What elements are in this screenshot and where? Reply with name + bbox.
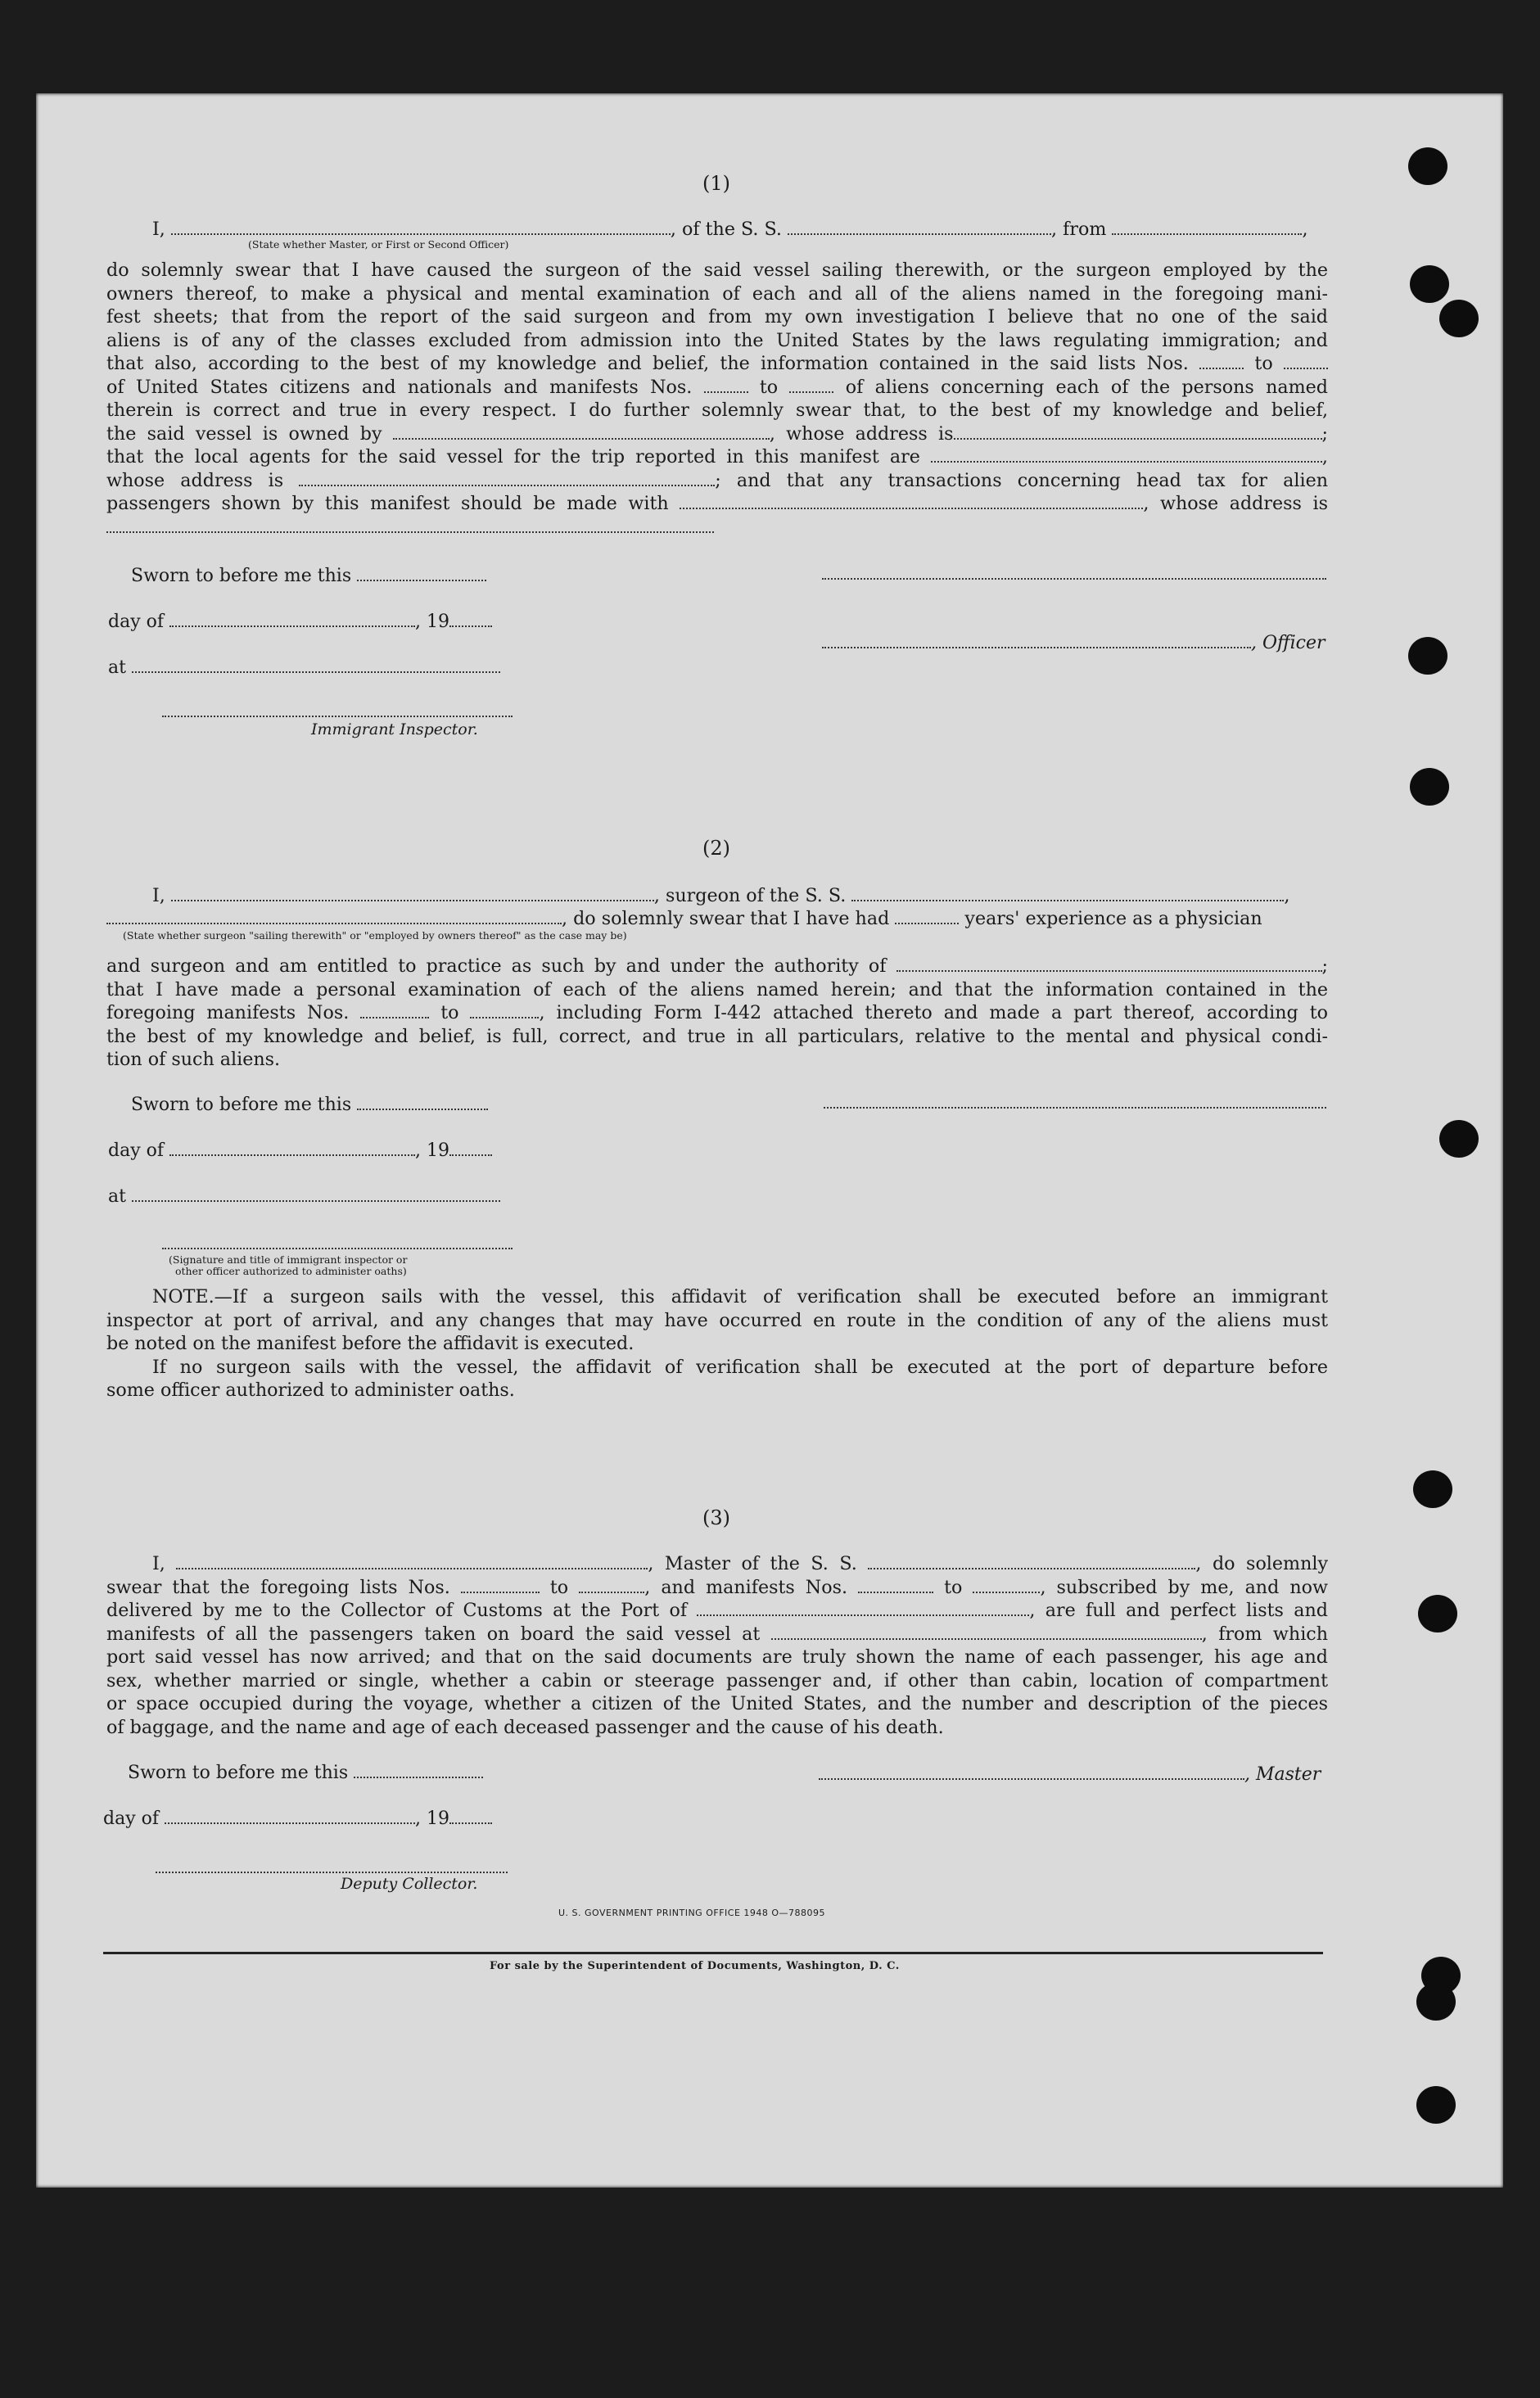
s1-sworn-row xyxy=(131,565,486,586)
s2-text: , 19 xyxy=(415,1140,449,1161)
s3-text: , do solemnly xyxy=(1195,1553,1328,1574)
s2-month-field[interactable] xyxy=(169,1140,415,1156)
section-3-number: (3) xyxy=(702,1506,730,1529)
s2-manifest-from-field[interactable] xyxy=(360,1002,429,1018)
authority-field[interactable] xyxy=(896,955,1322,972)
master-signature-line[interactable] xyxy=(819,1764,1244,1780)
s1-text: Sworn to before me this xyxy=(131,566,352,586)
s1-text: that the local agents for the said vessel for the trip reported in this manifest are xyxy=(106,446,920,467)
s3-body-line xyxy=(106,1599,1328,1623)
s1-body-line: therein is correct and true in every respect. I do further solemnly swear that, to the best of my knowledge and belief, xyxy=(106,400,1328,421)
contact-address-field[interactable] xyxy=(106,517,714,533)
master-name-field[interactable] xyxy=(176,1553,648,1569)
s2-text: Sworn to before me this xyxy=(131,1095,352,1115)
s3-body-line xyxy=(106,1552,1328,1576)
s2-at-row xyxy=(108,1185,500,1207)
s1-text: of aliens concerning each of the persons named xyxy=(845,376,1328,398)
s1-text: to xyxy=(759,376,779,398)
s3-text: , subscribed by me, and now xyxy=(1040,1576,1328,1598)
s2-body-line: tion of such aliens. xyxy=(106,1049,281,1070)
s3-text: , from which xyxy=(1201,1623,1329,1645)
s3-text: Sworn to before me this xyxy=(128,1763,349,1783)
from-port-field[interactable] xyxy=(1112,219,1302,235)
s1-text: day of xyxy=(108,612,165,632)
surgeon-name-field[interactable] xyxy=(171,885,654,901)
s2-sworn-date-field[interactable] xyxy=(357,1094,488,1110)
punch-hole xyxy=(1410,265,1449,303)
s1-body-line xyxy=(106,376,1328,400)
punch-hole xyxy=(1413,1470,1452,1508)
s1-text: of United States citizens and nationals and manifests Nos. xyxy=(106,376,693,398)
s2-text: , surgeon of the S. S. xyxy=(653,885,847,906)
s3-year-field[interactable] xyxy=(449,1808,492,1824)
surgeon-signature-line[interactable] xyxy=(824,1105,1326,1109)
s2-year-field[interactable] xyxy=(449,1140,492,1156)
note-line: be noted on the manifest before the affidavit is executed. xyxy=(106,1333,635,1354)
officer-name-field[interactable] xyxy=(171,219,671,235)
s3-text: to xyxy=(944,1576,963,1598)
s1-body-line xyxy=(106,516,1328,540)
punch-hole xyxy=(1408,637,1447,675)
s1-text: that also, according to the best of my knowledge and belief, the information contained in the said lists Nos. xyxy=(106,353,1189,374)
s3-text: I, xyxy=(152,1553,165,1574)
for-sale-note: For sale by the Superintendent of Documents, Washington, D. C. xyxy=(490,1960,900,1972)
inspector-label: Immigrant Inspector. xyxy=(311,720,478,738)
s1-text: , from xyxy=(1051,219,1107,240)
year-field[interactable] xyxy=(449,611,492,627)
s3-body-line xyxy=(106,1623,1328,1646)
punch-hole xyxy=(1439,300,1479,337)
s2-dayof-row xyxy=(108,1140,492,1161)
section-2-note xyxy=(106,1285,1328,1402)
s1-officer-note: (State whether Master, or First or Second Officer) xyxy=(248,238,509,251)
month-field[interactable] xyxy=(169,611,415,627)
s3-body-line: or space occupied during the voyage, whether a citizen of the United States, and the number and description of the pieces xyxy=(106,1693,1328,1714)
s1-text: to xyxy=(1254,353,1273,374)
s3-master-row xyxy=(819,1764,1321,1785)
s2-body-line: the best of my knowledge and belief, is full, correct, and true in all particulars, relative to the mental and physical condi- xyxy=(106,1025,1328,1047)
s1-text: , whose address is xyxy=(1143,493,1328,514)
inspector-signature-line[interactable] xyxy=(162,714,513,717)
s2-sig-note-1: (Signature and title of immigrant inspector or xyxy=(169,1253,408,1266)
s1-body-line xyxy=(106,422,1328,446)
punch-hole xyxy=(1416,2086,1456,2124)
s1-text: whose address is xyxy=(106,469,284,491)
s2-sworn-row xyxy=(131,1094,488,1115)
s3-text: swear that the foregoing lists Nos. xyxy=(106,1576,450,1598)
punch-hole xyxy=(1416,1983,1456,2021)
s2-text: years' experience as a physician xyxy=(964,908,1262,929)
master-label: , Master xyxy=(1244,1764,1321,1785)
officer-label: , Officer xyxy=(1251,633,1325,653)
lists-to-field[interactable] xyxy=(1284,353,1328,369)
s2-text: ; xyxy=(1321,955,1328,977)
s1-text: the said vessel is owned by xyxy=(106,422,382,445)
s3-dayof-row xyxy=(103,1808,492,1829)
owner-field[interactable] xyxy=(393,423,770,440)
footer-rule xyxy=(103,1952,1323,1954)
s3-text: delivered by me to the Collector of Customs at the Port of xyxy=(106,1600,688,1621)
sworn-date-field[interactable] xyxy=(357,565,486,581)
s1-body-line: do solemnly swear that I have caused the surgeon of the said vessel sailing therewith, or the surgeon employed by the xyxy=(106,260,1328,281)
s1-text: passengers shown by this manifest should be made with xyxy=(106,493,669,514)
place-field[interactable] xyxy=(132,657,500,673)
s3-body-line: sex, whether married or single, whether a cabin or steerage passenger and, if other than cabin, location of compartment xyxy=(106,1669,1328,1691)
manifests-from-field[interactable] xyxy=(704,377,748,393)
s1-text: , 19 xyxy=(415,612,449,632)
s2-text: , including Form I-442 attached thereto and made a part thereof, according to xyxy=(539,1002,1328,1023)
s1-text: at xyxy=(108,657,126,678)
note-line: some officer authorized to administer oaths. xyxy=(106,1380,515,1401)
s2-body-line: that I have made a personal examination of each of the aliens named herein; and that the information contained in the xyxy=(106,978,1328,1000)
s2-place-field[interactable] xyxy=(132,1185,500,1202)
s1-text: I, xyxy=(152,219,165,240)
s1-text: , whose address is xyxy=(769,422,954,445)
s2-text: , do solemnly swear that I have had xyxy=(562,908,890,929)
s1-body-line: fest sheets; that from the report of the said surgeon and from my own investigation I believe that no one of the said xyxy=(106,306,1328,327)
section-3-oath xyxy=(106,1552,1328,1739)
s3-text: manifests of all the passengers taken on board the said vessel at xyxy=(106,1623,761,1645)
s3-text: , 19 xyxy=(415,1809,449,1829)
gpo-imprint: U. S. GOVERNMENT PRINTING OFFICE 1948 O—788095 xyxy=(558,1908,826,1918)
s3-body-line: of baggage, and the name and age of each deceased passenger and the cause of his death. xyxy=(106,1716,944,1738)
collector-label: Deputy Collector. xyxy=(341,1875,478,1893)
s1-text: ; xyxy=(1321,422,1328,445)
s3-text: , and manifests Nos. xyxy=(644,1576,848,1598)
s2-line-1: I, , surgeon of the S. S. , xyxy=(152,885,1290,906)
s3-lists-to-field[interactable] xyxy=(579,1577,644,1593)
punch-hole xyxy=(1410,768,1449,806)
s2-line-2 xyxy=(106,907,1262,931)
agents-address-field[interactable] xyxy=(299,470,715,486)
s2-text: foregoing manifests Nos. xyxy=(106,1002,350,1023)
s3-text: day of xyxy=(103,1809,160,1829)
s1-body-line xyxy=(106,352,1328,376)
s2-vessel-field[interactable] xyxy=(851,885,1284,901)
punch-hole xyxy=(1418,1595,1457,1633)
s1-body-line: that the local agents for the said vessel for the trip reported in this manifest are , xyxy=(106,446,1328,467)
note-line: inspector at port of arrival, and any changes that may have occurred en route in the condition of any of the aliens must xyxy=(106,1309,1328,1331)
note-line: If no surgeon sails with the vessel, the affidavit of verification shall be executed at the port of departure before xyxy=(152,1356,1328,1378)
s2-text: at xyxy=(108,1186,126,1207)
s2-body-line xyxy=(106,955,1328,978)
local-agents-field[interactable] xyxy=(931,446,1322,463)
s3-body-line xyxy=(106,1576,1328,1600)
s3-manifests-to-field[interactable] xyxy=(973,1577,1040,1593)
s3-text: , Master of the S. S. xyxy=(648,1553,857,1574)
s3-text: to xyxy=(549,1576,569,1598)
s2-status-note: (State whether surgeon "sailing therewith" or "employed by owners thereof" as the case may be) xyxy=(123,929,627,942)
s3-sworn-row xyxy=(128,1762,483,1783)
collector-signature-line[interactable] xyxy=(156,1870,508,1873)
s3-month-field[interactable] xyxy=(165,1808,415,1824)
vessel-name-field[interactable] xyxy=(788,219,1051,235)
surgeon-status-field[interactable] xyxy=(106,908,562,924)
section-2-number: (2) xyxy=(702,837,730,860)
s3-sworn-date-field[interactable] xyxy=(354,1762,483,1778)
officer-signature-line-2[interactable] xyxy=(822,632,1251,648)
punch-hole xyxy=(1439,1120,1479,1158)
s1-body-line xyxy=(106,492,1328,516)
section-1-number: (1) xyxy=(702,172,730,195)
s3-body-line: port said vessel has now arrived; and that on the said documents are truly shown the name of each passenger, his age and xyxy=(106,1646,1328,1668)
s3-manifests-from-field[interactable] xyxy=(858,1577,933,1593)
s1-body-line: owners thereof, to make a physical and mental examination of each and all of the aliens named in the foregoing mani- xyxy=(106,282,1328,305)
s2-manifest-to-field[interactable] xyxy=(470,1002,539,1018)
lists-from-field[interactable] xyxy=(1199,353,1244,369)
s2-sig-note-2: other officer authorized to administer oaths) xyxy=(175,1265,407,1277)
port-field[interactable] xyxy=(697,1600,1029,1616)
note-line: NOTE.—If a surgeon sails with the vessel, this affidavit of verification shall be executed before an immigrant xyxy=(152,1286,1328,1307)
s1-text: , of the S. S. xyxy=(670,219,782,240)
s1-dayof-row xyxy=(108,611,492,632)
officer-signature-line-1[interactable] xyxy=(822,576,1326,580)
s2-text: day of xyxy=(108,1140,165,1161)
s3-vessel-field[interactable] xyxy=(868,1553,1195,1569)
s1-body-line: aliens is of any of the classes excluded from admission into the United States by the laws regulating immigration; and xyxy=(106,329,1328,351)
s1-line-1: I, , of the S. S. , from , xyxy=(152,219,1308,240)
s1-body-line xyxy=(106,469,1328,493)
head-tax-contact-field[interactable] xyxy=(680,493,1143,509)
s3-text: , are full and perfect lists and xyxy=(1029,1600,1328,1621)
s1-at-row xyxy=(108,657,500,678)
s1-text: ; and that any transactions concerning head tax for alien xyxy=(715,469,1328,491)
embark-port-field[interactable] xyxy=(771,1624,1202,1640)
s2-body-line xyxy=(106,1001,1328,1025)
manifests-to-field[interactable] xyxy=(789,377,833,393)
s2-officer-signature-line[interactable] xyxy=(162,1246,513,1249)
years-field[interactable] xyxy=(895,908,959,924)
s3-lists-from-field[interactable] xyxy=(461,1577,540,1593)
officer-row xyxy=(822,632,1325,653)
s2-text: and surgeon and am entitled to practice as such by and under the authority of xyxy=(106,955,887,977)
s2-text: to xyxy=(440,1002,459,1023)
s2-text: I, xyxy=(152,885,165,906)
owner-address-field[interactable] xyxy=(954,423,1322,440)
